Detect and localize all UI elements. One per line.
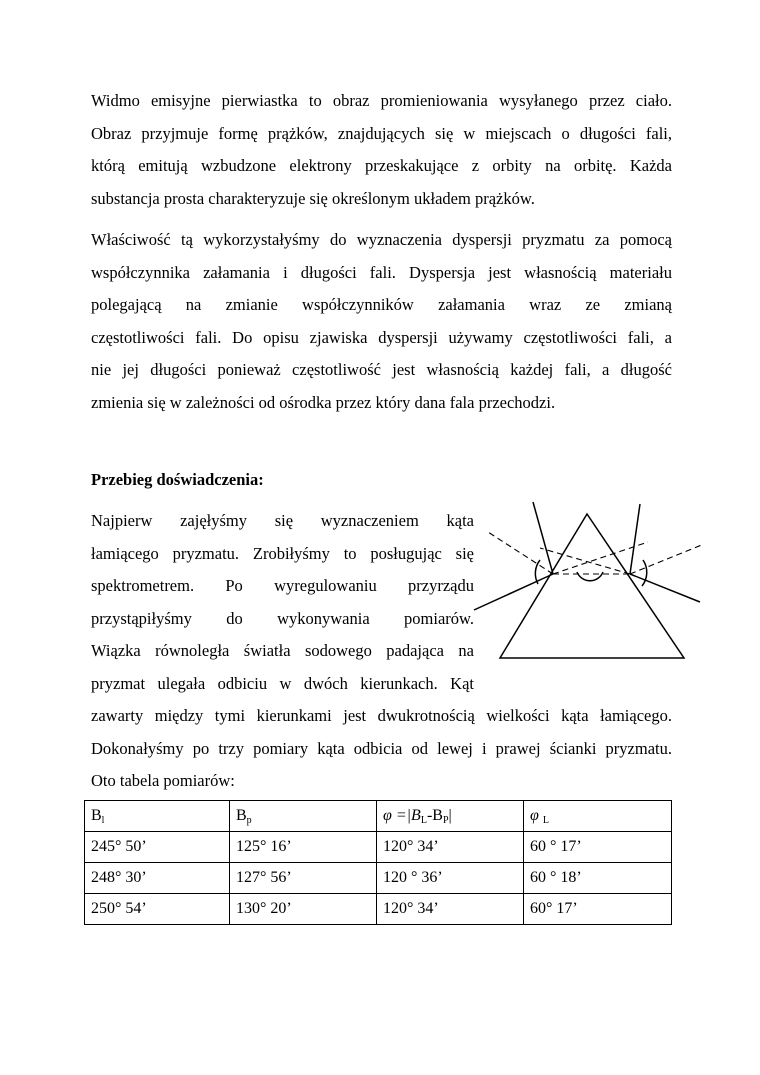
table-cell: 248° 30’	[85, 863, 230, 894]
table-cell: 120 ° 36’	[377, 863, 524, 894]
text-line: częstotliwości fali. Do opisu zjawiska dyspersji używamy częstotliwości fali, a	[91, 327, 672, 347]
table-cell: 245° 50’	[85, 832, 230, 863]
text-line: Oto tabela pomiarów:	[91, 771, 235, 790]
table-header-row	[85, 801, 672, 832]
header-subscript: L	[420, 814, 427, 826]
angle-arc-right	[642, 560, 647, 586]
prism-diagram	[460, 490, 720, 665]
header-text: φ	[530, 806, 543, 824]
header-subscript: p	[246, 814, 252, 826]
reflected-ray-left	[474, 574, 553, 610]
text-line: Dokonałyśmy po trzy pomiary kąta odbicia od lewej i prawej ścianki pryzmatu.	[91, 738, 672, 758]
table-row	[85, 832, 672, 863]
table-cell: 130° 20’	[230, 894, 377, 925]
header-phi-difference	[377, 801, 524, 832]
header-b-left	[85, 801, 230, 832]
table-cell: 127° 56’	[230, 863, 377, 894]
angle-arc-center	[577, 572, 603, 581]
text-line: substancja prosta charakteryzuje się określonym układem prążków.	[91, 188, 535, 208]
header-subscript: P	[442, 814, 449, 826]
header-subscript: l	[101, 814, 105, 826]
header-phi-l	[524, 801, 672, 832]
text-line: pryzmat ulegała odbiciu w dwóch kierunkach. Kąt	[91, 673, 474, 693]
text-line: przystąpiłyśmy do wykonywania pomiarów.	[91, 608, 474, 628]
table-cell: 60 ° 17’	[524, 832, 672, 863]
text-line: Wiązka równoległa światła sodowego padająca na	[91, 641, 474, 660]
measurement-table	[84, 800, 672, 925]
table-cell: 60 ° 18’	[524, 863, 672, 894]
header-text: |	[448, 806, 452, 824]
table-cell: 60° 17’	[524, 894, 672, 925]
header-text: φ =|B	[383, 806, 421, 824]
header-text: B	[236, 806, 247, 824]
reflected-ray-right	[630, 574, 700, 602]
text-line: Właściwość tą wykorzystałyśmy do wyznaczenia dyspersji pryzmatu za pomocą	[91, 230, 672, 249]
table-row	[85, 863, 672, 894]
incident-ray-right	[630, 504, 640, 574]
text-line: współczynnika załamania i długości fali. Dyspersja jest własnością materiału	[91, 262, 672, 282]
text-line: nie jej długości ponieważ częstotliwość jest własnością każdej fali, a długość	[91, 360, 672, 379]
text-line: Najpierw zajęłyśmy się wyznaczeniem kąta	[91, 511, 474, 530]
text-line: Widmo emisyjne pierwiastka to obraz promieniowania wysyłanego przez ciało.	[91, 91, 672, 110]
header-text: -B	[426, 806, 443, 824]
header-b-right	[230, 801, 377, 832]
table-cell: 250° 54’	[85, 894, 230, 925]
section-heading: Przebieg doświadczenia:	[91, 470, 264, 489]
header-text: B	[91, 806, 102, 824]
paragraph-dispersion	[91, 224, 672, 419]
table-cell: 120° 34’	[377, 832, 524, 863]
text-line: zawarty między tymi kierunkami jest dwukrotnością wielkości kąta łamiącego.	[91, 706, 672, 725]
text-line: którą emitują wzbudzone elektrony przeskakujące z orbity na orbitę. Każda	[91, 156, 672, 175]
normal-line-right	[630, 544, 704, 574]
text-line: spektrometrem. Po wyregulowaniu przyrządu	[91, 576, 474, 595]
text-line: łamiącego pryzmatu. Zrobiłyśmy to posługując się	[91, 543, 474, 563]
table-cell: 120° 34’	[377, 894, 524, 925]
table-row	[85, 894, 672, 925]
text-line: zmienia się w zależności od ośrodka przez który dana fala przechodzi.	[91, 392, 556, 412]
table-cell: 125° 16’	[230, 832, 377, 863]
header-subscript: L	[542, 814, 549, 826]
text-line: polegającą na zmianie współczynników załamania wraz ze zmianą	[91, 295, 672, 314]
text-line: Obraz przyjmuje formę prążków, znajdujących się w miejscach o długości fali,	[91, 123, 672, 143]
paragraph-emission-spectrum	[91, 85, 672, 215]
